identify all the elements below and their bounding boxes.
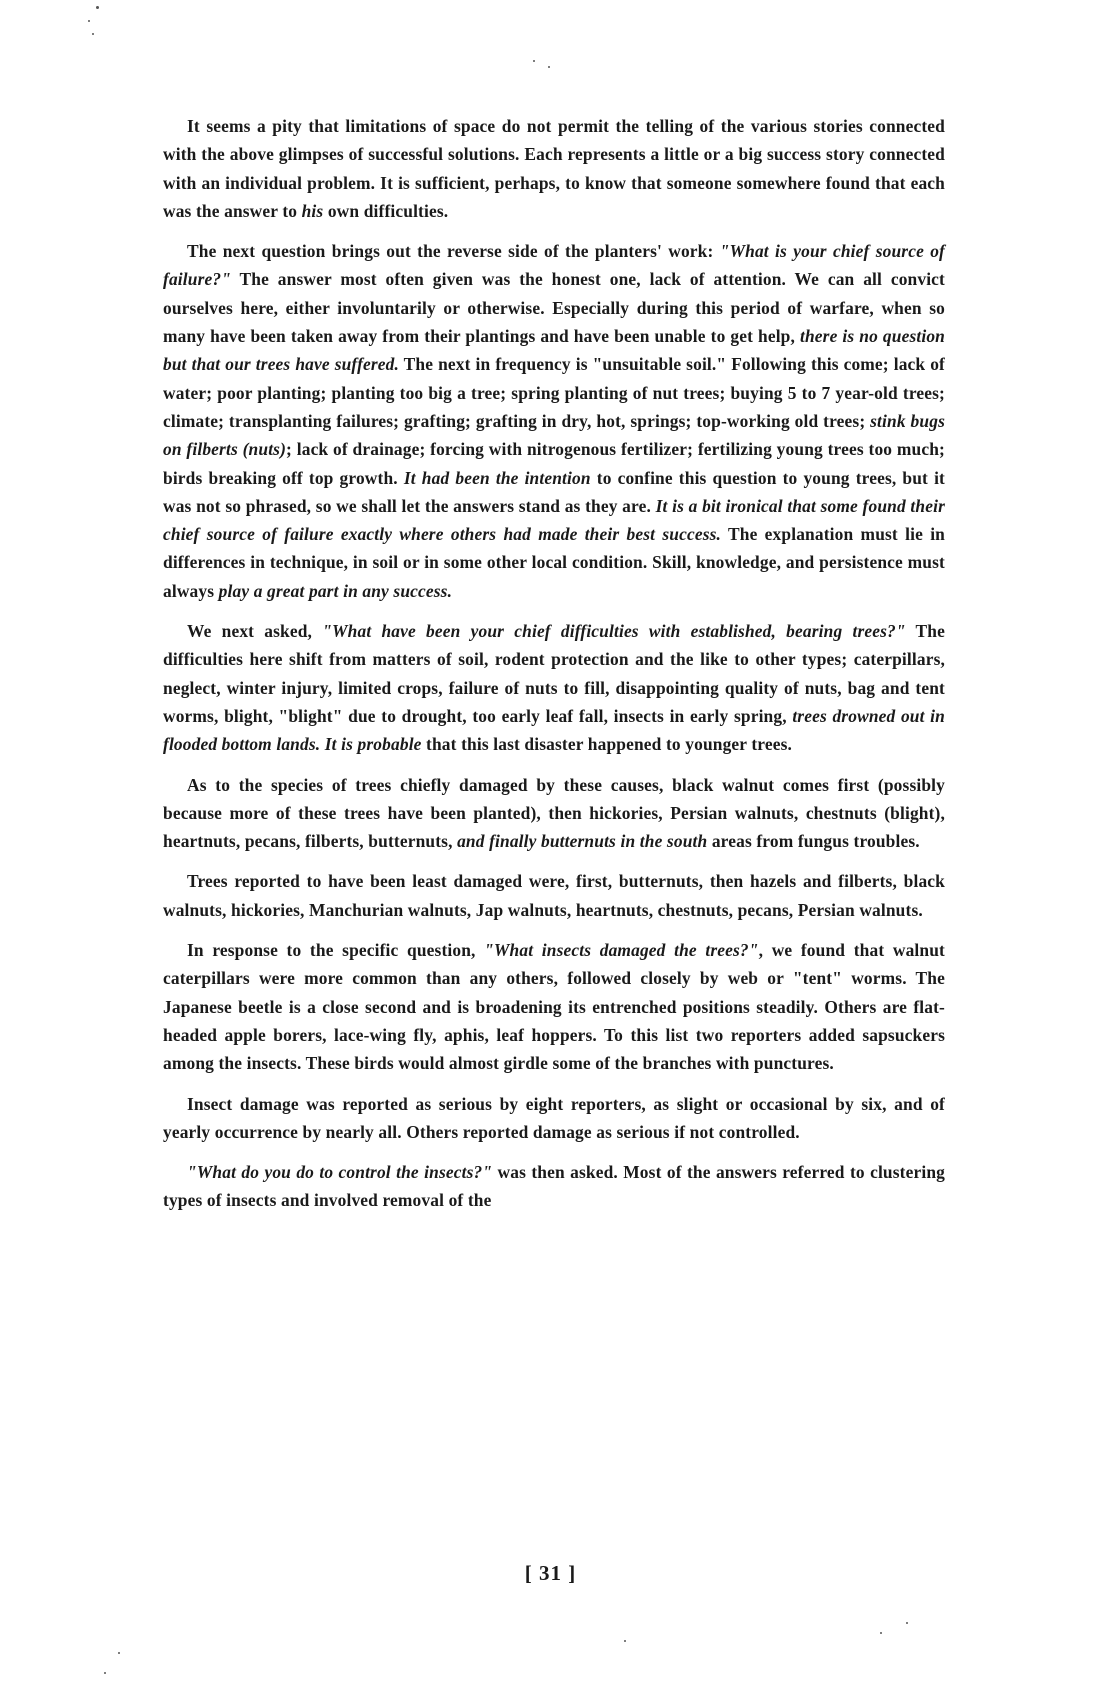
text-run: As to the species of trees chiefly damaged by these causes, black walnut comes first (possibly because more of these trees have been planted), then hickories, Persian walnuts, chestnuts (blight), heartnuts, pecans, filberts, butternuts, bbox=[163, 774, 945, 852]
scan-speck bbox=[92, 33, 94, 35]
scan-speck bbox=[88, 20, 90, 22]
text-run: Insect damage was reported as serious by eight reporters, as slight or occasional by six, and of yearly occurrence by nearly all. Others reported damage as serious if not controlled. bbox=[163, 1093, 945, 1142]
text-run: In response to the specific question, bbox=[187, 940, 485, 961]
scan-speck bbox=[906, 1622, 908, 1624]
text-run: , we found that walnut caterpillars were more common than any others, followed closely by web or "tent" worms. The Japanese beetle is a close second and is broadening its entrenched positions steadily. Others are flat-headed apple borers, lace-wing fly, aphis, leaf hoppers. To this list two reporters added sapsuckers among the insects. These birds would almost girdle some of the branches with punctures. bbox=[163, 940, 945, 1074]
italic-text: trees drowned out in flooded bottom lands. It is probable bbox=[163, 705, 945, 755]
scan-speck bbox=[96, 6, 99, 9]
text-run: It seems a pity that limitations of space do not permit the telling of the various stories connected with the above glimpses of successful solutions. Each represents a little or a big success story connected with an individual problem. It is sufficient, perhaps, to know that someone somewhere found that each was the answer to bbox=[163, 116, 945, 221]
text-run: areas from fungus troubles. bbox=[707, 831, 920, 852]
scan-speck bbox=[533, 60, 535, 62]
italic-text: "What do you do to control the insects?" bbox=[187, 1162, 493, 1183]
scan-speck bbox=[118, 1652, 120, 1654]
italic-text: there is no question but that our trees have suffered. bbox=[163, 326, 946, 375]
italic-text: play a great part in any success. bbox=[218, 580, 453, 601]
text-run: The answer most often given was the honest one, lack of attention. We can all convict ourselves here, either involuntarily or otherwise. Especially during this period of warfare, when so many have been taken away from their plantings and have been unable to get help, bbox=[163, 269, 945, 347]
text-run: to confine this question to young trees, but it was not so phrased, so we shall let the answers stand as they are. bbox=[163, 467, 945, 516]
italic-text: It had been the intention bbox=[403, 467, 591, 488]
text-run: Trees reported to have been least damaged were, first, butternuts, then hazels and filberts, black walnuts, hickories, Manchurian walnuts, Jap walnuts, heartnuts, chestnuts, pecans, Persian walnuts. bbox=[163, 871, 945, 920]
text-run: own difficulties. bbox=[323, 200, 449, 221]
page-number: [ 31 ] bbox=[524, 1561, 577, 1585]
paragraph bbox=[163, 617, 945, 758]
paragraph bbox=[163, 1158, 945, 1215]
body-text bbox=[163, 112, 945, 1227]
paragraph bbox=[163, 771, 945, 856]
text-run: The explanation must lie in differences in technique, in soil or in some other local condition. Skill, knowledge, and persistence must always bbox=[163, 524, 946, 601]
paragraph bbox=[163, 237, 945, 605]
text-run: The difficulties here shift from matters of soil, rodent protection and the like to other types; caterpillars, neglect, winter injury, limited crops, failure of nuts to fill, disappointing quality of nuts, bag and tent worms, blight, "blight" due to drought, too early leaf fall, insects in early spring, bbox=[163, 621, 945, 726]
text-run: was then asked. Most of the answers referred to clustering types of insects and involved removal of the bbox=[163, 1162, 945, 1211]
italic-text: "What have been your chief difficulties with established, bearing trees?" bbox=[322, 621, 906, 642]
italic-text: It is a bit ironical that some found their chief source of failure exactly where others had made their best success. bbox=[163, 495, 946, 545]
text-run: that this last disaster happened to younger trees. bbox=[421, 734, 793, 755]
text-run: We next asked, bbox=[187, 621, 323, 642]
text-run: ; lack of drainage; forcing with nitrogenous fertilizer; fertilizing young trees too much; birds breaking off top growth. bbox=[163, 439, 945, 488]
paragraph bbox=[163, 936, 945, 1077]
italic-text: "What insects damaged the trees?" bbox=[484, 940, 759, 961]
italic-text: his bbox=[301, 200, 324, 221]
italic-text: stink bugs on filberts (nuts) bbox=[163, 410, 945, 460]
text-run: The next in frequency is "unsuitable soil." Following this come; lack of water; poor planting; planting too big a tree; spring planting of nut trees; buying 5 to 7 year-old trees; climate; transplanting failures; grafting; grafting in dry, hot, springs; top-working old trees; bbox=[163, 354, 945, 431]
italic-text: "What is your chief source of failure?" bbox=[163, 241, 945, 290]
paragraph bbox=[163, 112, 945, 225]
scan-speck bbox=[548, 66, 550, 68]
italic-text: and finally butternuts in the south bbox=[457, 831, 708, 852]
scan-speck bbox=[104, 1672, 106, 1674]
paragraph bbox=[163, 867, 945, 924]
scan-speck bbox=[624, 1640, 626, 1642]
paragraph bbox=[163, 1090, 945, 1147]
scan-speck bbox=[880, 1632, 882, 1634]
text-run: The next question brings out the reverse side of the planters' work: bbox=[187, 241, 720, 262]
